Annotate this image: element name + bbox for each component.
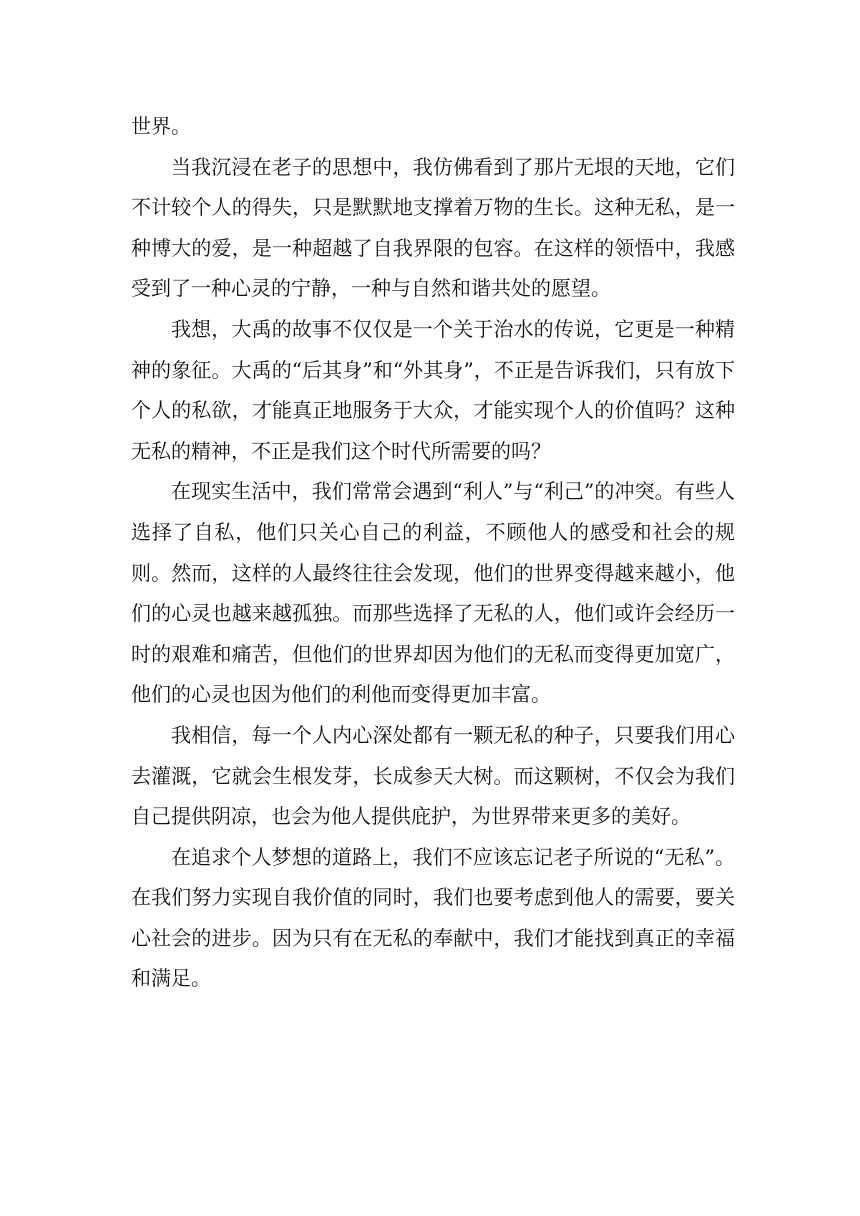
paragraph-real-life-conflict: 在现实生活中，我们常常会遇到“利人”与“利己”的冲突。有些人选择了自私，他们只关心自己的利益，不顾他人的感受和社会的规则。然而，这样的人最终往往会发现，他们的世界变得越来越小，他们的心灵也越来越孤独。而那些选择了无私的人，他们或许会经历一时的艰难和痛苦，但他们的世界却因为他们的无私而变得更加宽广，他们的心灵也因为他们的利他而变得更加丰富。 <box>131 479 735 707</box>
paragraph-continuation: 世界。 <box>131 114 191 138</box>
paragraph-pursuing-dreams: 在追求个人梦想的道路上，我们不应该忘记老子所说的“无私”。在我们努力实现自我价值的同时，我们也要考虑到他人的需要，要关心社会的进步。因为只有在无私的奉献中，我们才能找到真正的幸福和满足。 <box>131 844 735 991</box>
paragraph-dayu-story: 我想，大禹的故事不仅仅是一个关于治水的传说，它更是一种精神的象征。大禹的“后其身”和“外其身”，不正是告诉我们，只有放下个人的私欲，才能真正地服务于大众，才能实现个人的价值吗？这种无私的精神，不正是我们这个时代所需要的吗？ <box>131 316 735 463</box>
document-body <box>131 106 735 999</box>
paragraph-seed-of-selflessness: 我相信，每一个人内心深处都有一颗无私的种子，只要我们用心去灌溉，它就会生根发芽，长成参天大树。而这颗树，不仅会为我们自己提供阴凉，也会为他人提供庇护，为世界带来更多的美好。 <box>131 722 735 829</box>
paragraph-laozi-reflection: 当我沉浸在老子的思想中，我仿佛看到了那片无垠的天地，它们不计较个人的得失，只是默默地支撑着万物的生长。这种无私，是一种博大的爱，是一种超越了自我界限的包容。在这样的领悟中，我感受到了一种心灵的宁静，一种与自然和谐共处的愿望。 <box>131 154 735 301</box>
